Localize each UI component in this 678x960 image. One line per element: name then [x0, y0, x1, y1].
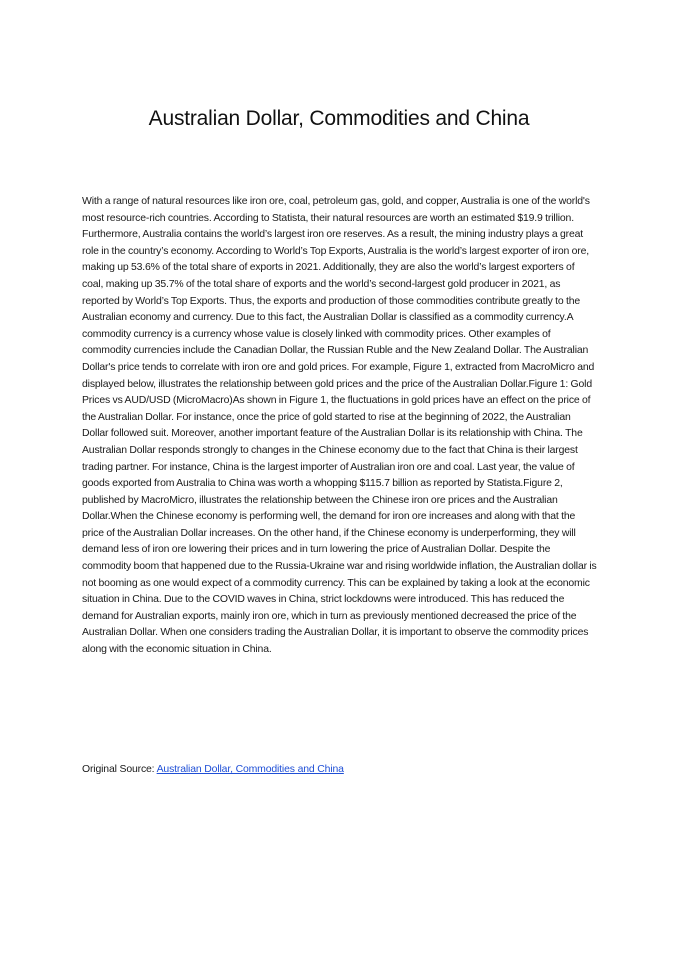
source-line	[82, 762, 598, 778]
page-title: Australian Dollar, Commodities and China	[148, 107, 530, 130]
source-link[interactable]: Australian Dollar, Commodities and China	[156, 764, 344, 775]
source-label: Original Source:	[82, 764, 157, 775]
article-body: With a range of natural resources like iron ore, coal, petroleum gas, gold, and copper, Australia is one of the world's most resource-rich countries. According to Statista, their natural resources are worth an estimated $19.9 trillion. Furthermore, Australia contains the world’s largest iron ore reserves. As a result, the mining industry plays a great role in the country’s economy. According to World’s Top Exports, Australia is the world’s largest exporter of iron ore, making up 53.6% of the total share of exports in 2021. Additionally, they are also the world’s largest exporters of coal, making up 35.7% of the total share of exports and the world’s second-largest gold producer in 2021, as reported by World’s Top Exports. Thus, the exports and production of those commodities contribute greatly to the Australian economy and currency. Due to this fact, the Australian Dollar is classified as a commodity currency.A commodity currency is a currency whose value is closely linked with commodity prices. Other examples of commodity currencies include the Canadian Dollar, the Russian Ruble and the New Zealand Dollar. The Australian Dollar's price tends to correlate with iron ore and gold prices. For example, Figure 1, extracted from MacroMicro and displayed below, illustrates the relationship between gold prices and the price of the Australian Dollar.Figure 1: Gold Prices vs AUD/USD (MicroMacro)As shown in Figure 1, the fluctuations in gold prices have an effect on the price of the Australian Dollar. For instance, once the price of gold started to rise at the beginning of 2022, the Australian Dollar followed suit. Moreover, another important feature of the Australian Dollar is its relationship with China. The Australian Dollar responds strongly to changes in the Chinese economy due to the fact that China is their largest trading partner. For instance, China is the largest importer of Australian iron ore and coal. Last year, the value of goods exported from Australia to China was worth a whopping $115.7 billion as reported by Statista.Figure 2, published by MacroMicro, illustrates the relationship between the Chinese iron ore prices and the Australian Dollar.When the Chinese economy is performing well, the demand for iron ore increases and along with that the price of the Australian Dollar increases. On the other hand, if the Chinese economy is underperforming, they will demand less of iron ore lowering their prices and in turn lowering the price of Australian Dollar. Despite the commodity boom that happened due to the Russia-Ukraine war and rising worldwide inflation, the Australian dollar is not booming as one would expect of a commodity currency. This can be explained by taking a look at the economic situation in China. Due to the COVID waves in China, strict lockdowns were introduced. This has reduced the demand for Australian exports, mainly iron ore, which in turn as previously mentioned decreased the price of the Australian Dollar. When one considers trading the Australian Dollar, it is important to observe the commodity prices along with the economic situation in China.	[82, 196, 597, 656]
